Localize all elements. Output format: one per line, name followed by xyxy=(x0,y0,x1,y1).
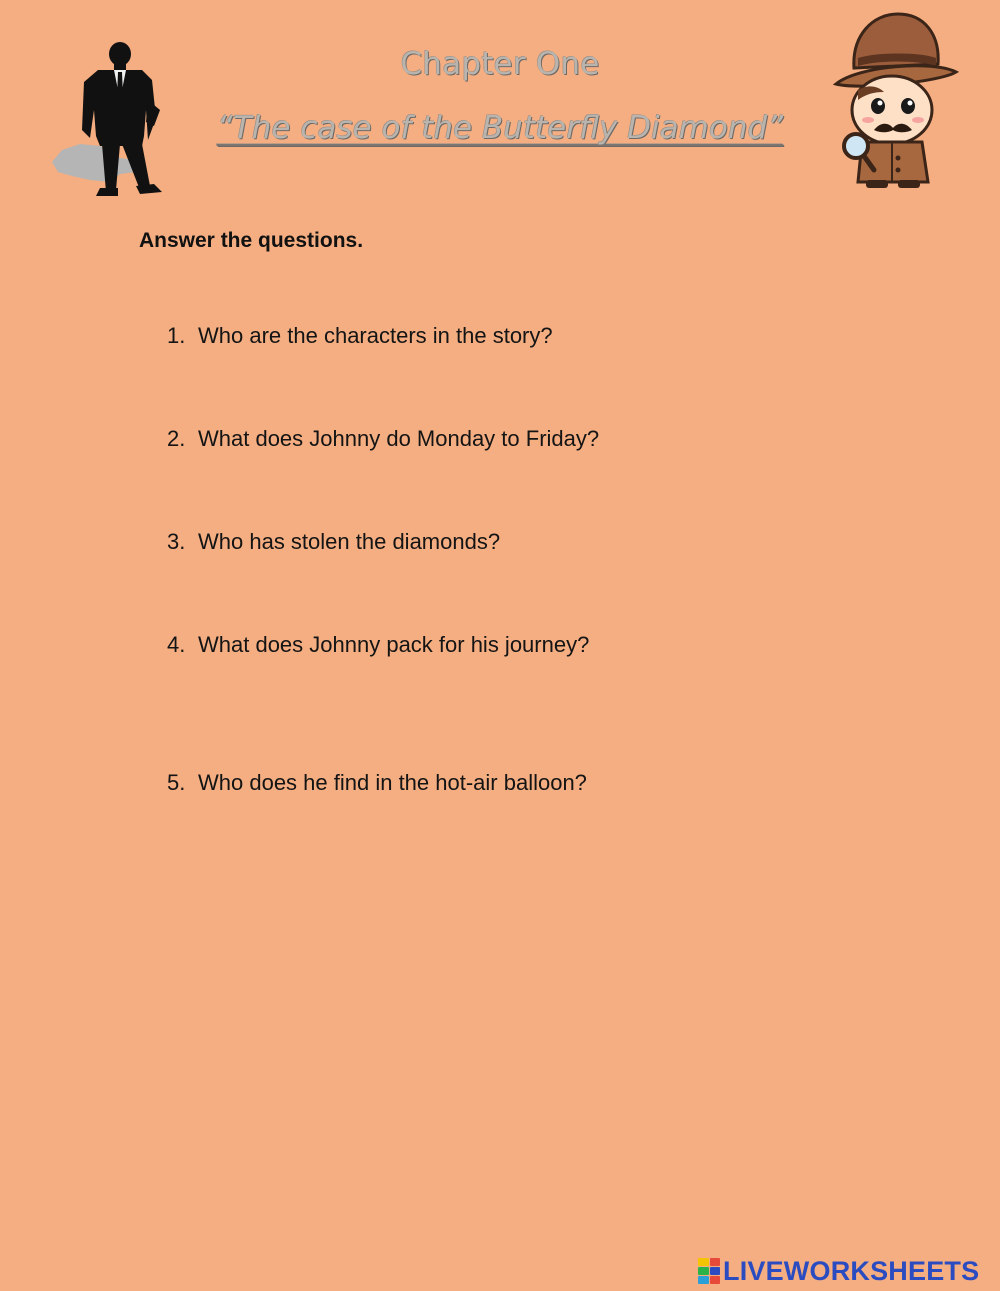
liveworksheets-logo-icon xyxy=(698,1258,720,1284)
question-4 xyxy=(167,632,589,658)
question-1 xyxy=(167,323,553,349)
question-text: What does Johnny do Monday to Friday? xyxy=(198,426,600,451)
instructions: Answer the questions. xyxy=(139,229,364,252)
story-title xyxy=(0,110,1000,146)
question-number: 3. xyxy=(167,529,186,554)
liveworksheets-logo[interactable] xyxy=(698,1256,979,1286)
chapter-title: Chapter One xyxy=(400,46,600,82)
question-number: 2. xyxy=(167,426,186,451)
question-text: What does Johnny pack for his journey? xyxy=(198,632,590,657)
cartoon-detective-icon xyxy=(828,6,963,191)
question-text: Who are the characters in the story? xyxy=(198,323,553,348)
question-3 xyxy=(167,529,500,555)
question-number: 1. xyxy=(167,323,186,348)
logo-text: LIVEWORKSHEETS xyxy=(723,1255,980,1286)
question-text: Who has stolen the diamonds? xyxy=(198,529,501,554)
question-number: 5. xyxy=(167,770,186,795)
question-5 xyxy=(167,770,587,796)
question-number: 4. xyxy=(167,632,186,657)
story-title-text: “The case of the Butterfly Diamond” xyxy=(216,110,784,146)
question-text: Who does he find in the hot-air balloon? xyxy=(198,770,587,795)
question-2 xyxy=(167,426,599,452)
